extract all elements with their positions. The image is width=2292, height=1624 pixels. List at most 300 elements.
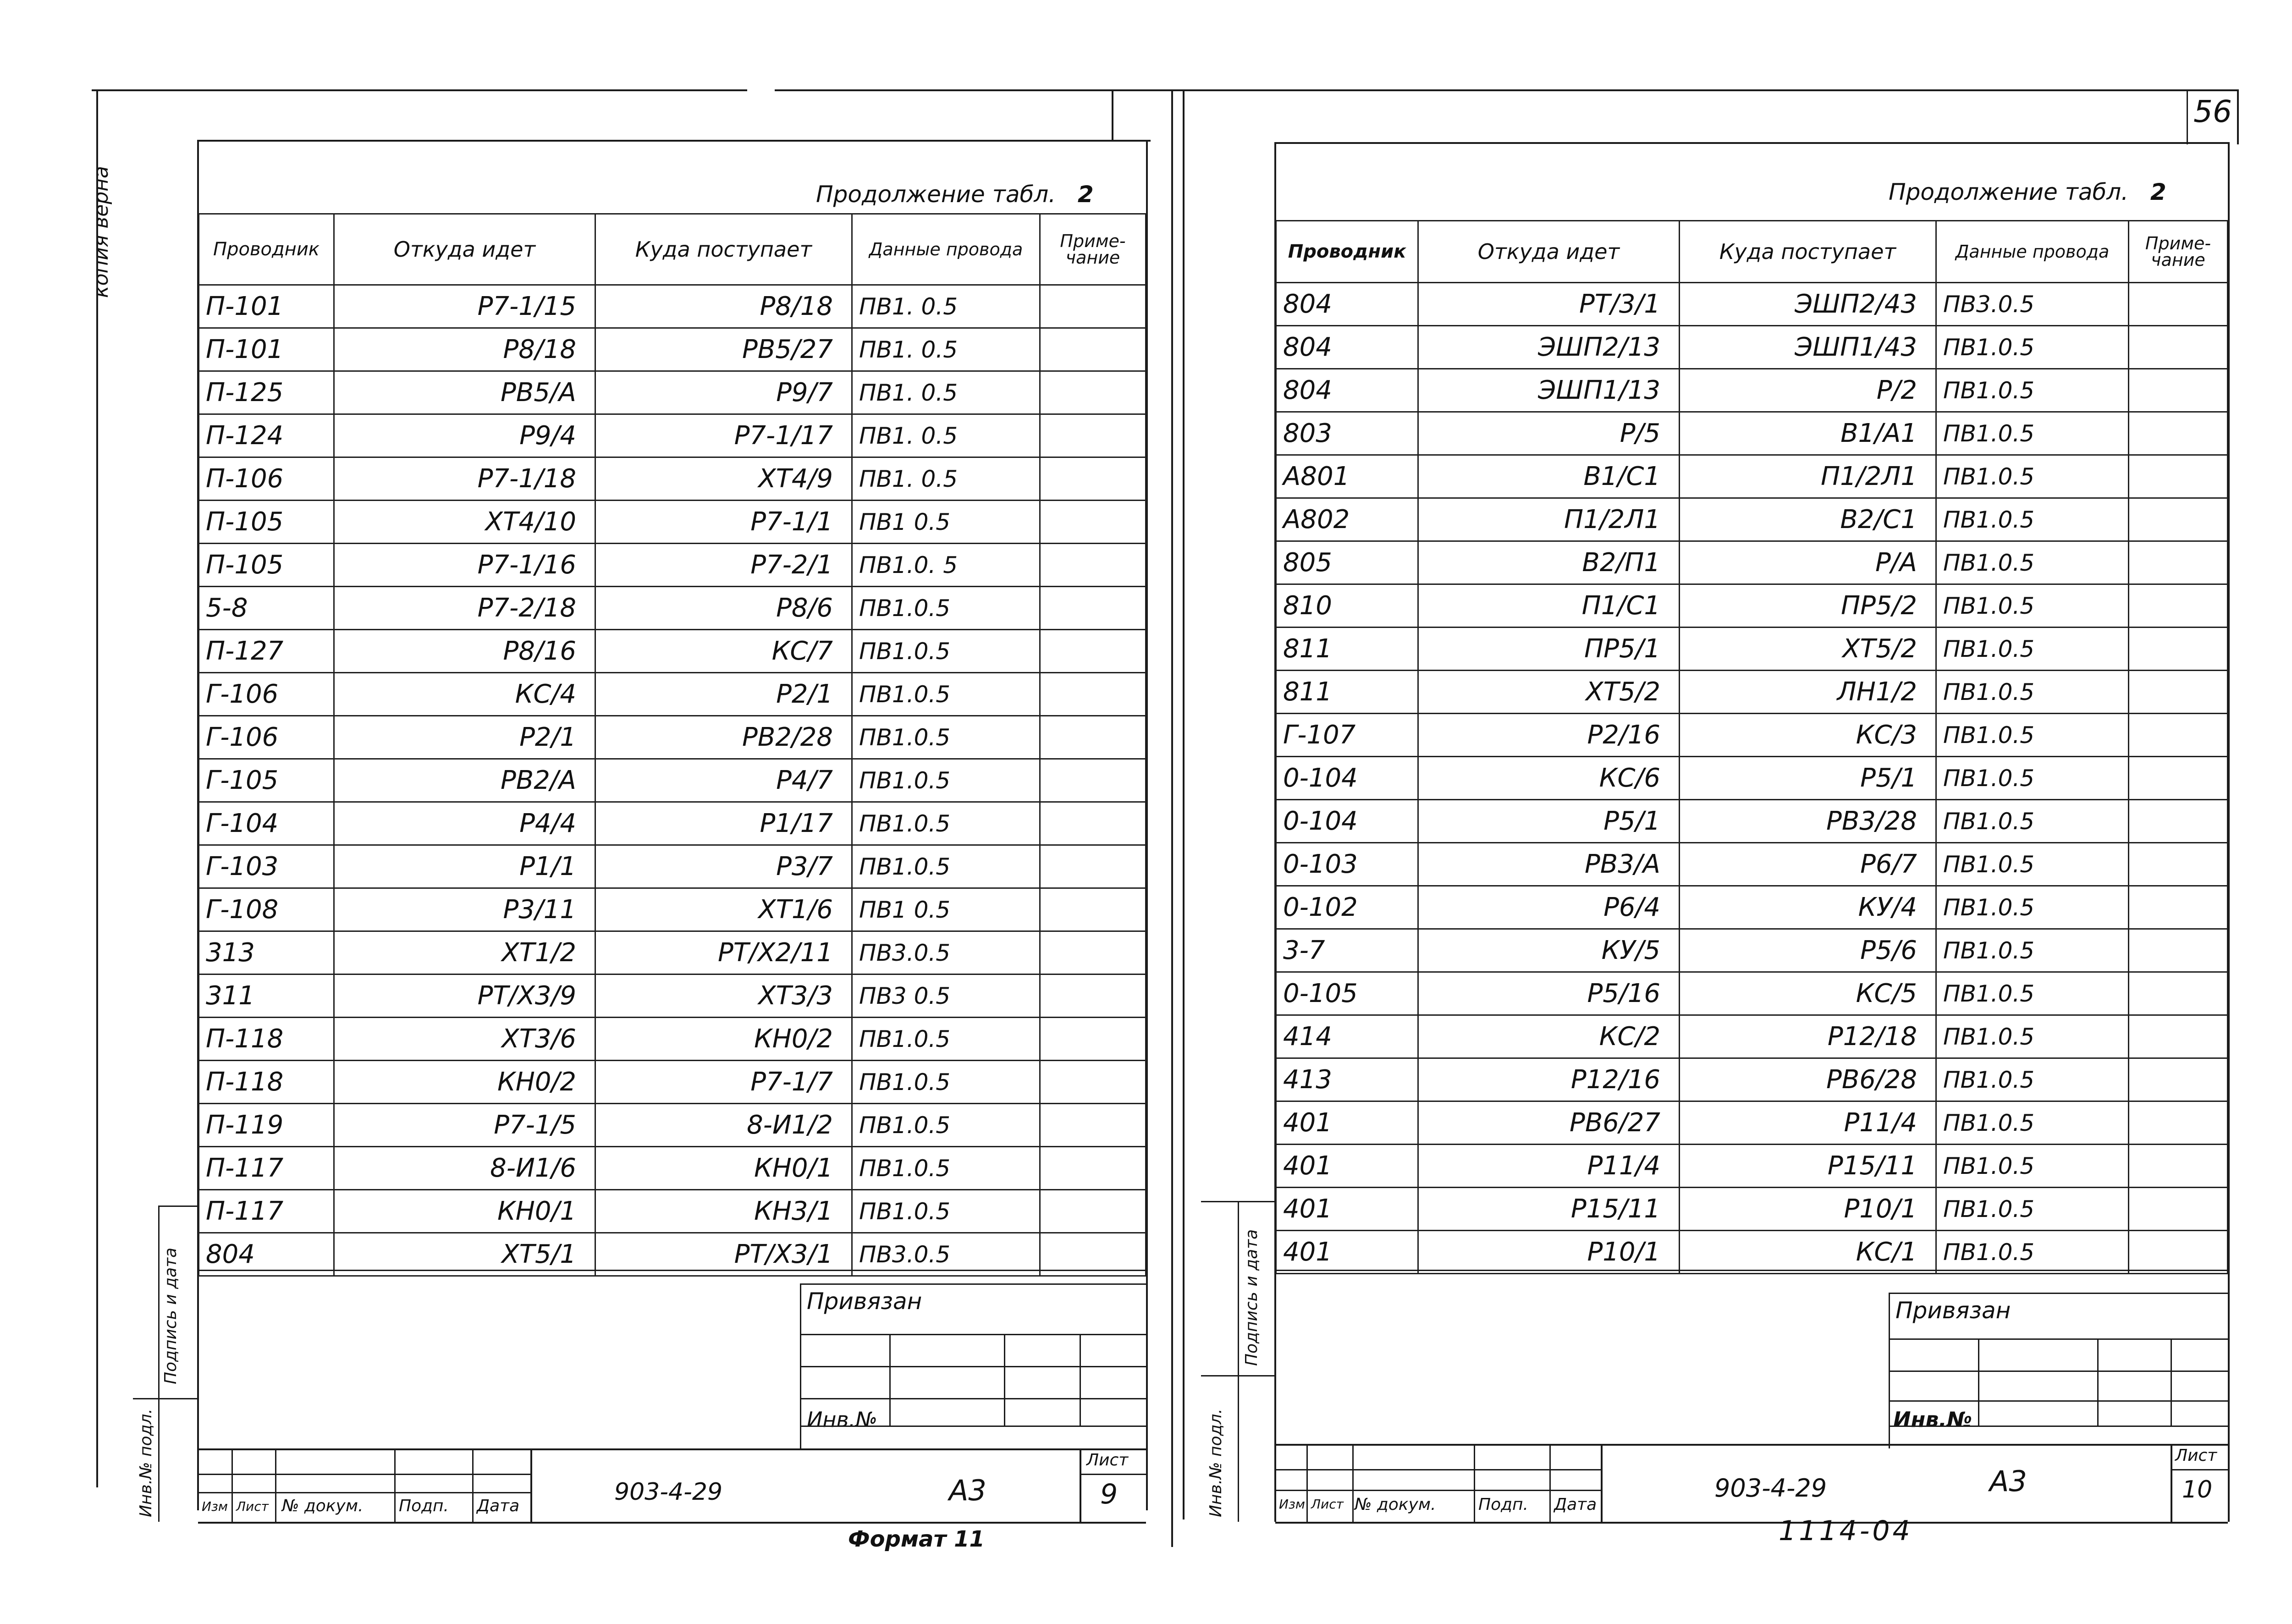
cell-wire-data: ПВ1.0.5: [1936, 886, 2129, 929]
cell-conductor: 311: [199, 974, 334, 1018]
right-stamp-c6: [2171, 1444, 2172, 1522]
cell-wire-data: ПВ1.0.5: [1936, 326, 2129, 369]
cell-wire-data: ПВ1 0.5: [852, 888, 1040, 931]
table-row: [199, 673, 1146, 716]
right-privyazan-row3: [1889, 1400, 2228, 1402]
left-stamp-col-doc: № докум.: [282, 1497, 364, 1515]
cell-to: Р8/18: [595, 285, 852, 328]
table-row: [199, 328, 1146, 371]
right-privyazan-top: [1889, 1293, 2228, 1294]
cell-from: ХТ1/2: [334, 931, 595, 974]
cell-from: РВ2/А: [334, 759, 595, 802]
right-list-label: Лист: [2175, 1446, 2217, 1465]
cell-from: Р7-1/18: [334, 457, 595, 501]
left-privyazan-row3: [800, 1398, 1146, 1399]
cell-to: Р2/1: [595, 673, 852, 716]
cell-to: РВ5/27: [595, 328, 852, 371]
left-stamp-c2: [275, 1448, 276, 1522]
left-stamp-col-sign: Подп.: [399, 1497, 449, 1515]
cell-to: ЛН1/2: [1680, 671, 1936, 714]
table-row: [199, 1147, 1146, 1190]
cell-to: Р7-1/7: [595, 1061, 852, 1104]
cell-to: Р5/1: [1680, 757, 1936, 800]
cell-note: [1040, 931, 1146, 974]
cell-from: П1/2Л1: [1418, 498, 1680, 541]
table-row: [1276, 326, 2228, 369]
cell-conductor: 805: [1276, 541, 1418, 584]
cell-note: [1040, 845, 1146, 888]
table-row: [199, 1018, 1146, 1061]
cell-to: ЭШП2/43: [1680, 283, 1936, 326]
cell-note: [1040, 1104, 1146, 1147]
left-format-code: А3: [949, 1474, 986, 1507]
cell-wire-data: ПВ1.0.5: [1936, 972, 2129, 1015]
cell-from: Р9/4: [334, 414, 595, 457]
left-side-label-inv: Инв.№ подл.: [137, 1409, 155, 1517]
cell-to: Р7-2/1: [595, 544, 852, 587]
cell-from: Р5/16: [1418, 972, 1680, 1015]
left-doc-code: 903-4-29: [614, 1478, 723, 1506]
right-frame-top: [1274, 142, 2228, 144]
cell-wire-data: ПВ1.0.5: [852, 716, 1040, 759]
table-row: [1276, 628, 2228, 671]
left-corner-box-divider: [1112, 89, 1113, 140]
cell-to: Р7-1/1: [595, 501, 852, 544]
table-row: [1276, 843, 2228, 886]
cell-wire-data: ПВ1.0.5: [1936, 800, 2129, 843]
right-doc-code: 903-4-29: [1714, 1474, 1827, 1503]
cell-note: [2129, 714, 2228, 757]
left-side-label-sign: Подпись и дата: [161, 1247, 180, 1384]
cell-conductor: П-117: [199, 1147, 334, 1190]
cell-conductor: А802: [1276, 498, 1418, 541]
cell-to: ХТ5/2: [1680, 628, 1936, 671]
cell-from: КН0/1: [334, 1190, 595, 1233]
cell-from: Р7-1/5: [334, 1104, 595, 1147]
cell-to: П1/2Л1: [1680, 455, 1936, 498]
cell-wire-data: ПВ1. 0.5: [852, 414, 1040, 457]
cell-conductor: Г-107: [1276, 714, 1418, 757]
cell-conductor: 804: [199, 1233, 334, 1276]
cell-conductor: 804: [1276, 326, 1418, 369]
cell-conductor: 0-102: [1276, 886, 1418, 929]
cell-wire-data: ПВ1. 0.5: [852, 328, 1040, 371]
cell-from: Р2/1: [334, 716, 595, 759]
cell-wire-data: ПВ1.0.5: [1936, 1188, 2129, 1231]
header-to: Куда поступает: [1680, 221, 1936, 283]
left-side-label-split: [133, 1398, 197, 1399]
left-stamp-top: [198, 1448, 1146, 1450]
cell-to: ХТ4/9: [595, 457, 852, 501]
cell-to: Р5/6: [1680, 929, 1936, 972]
cell-note: [1040, 414, 1146, 457]
right-stamp-mid2: [1275, 1490, 1601, 1491]
cell-to: КУ/4: [1680, 886, 1936, 929]
cell-conductor: П-127: [199, 630, 334, 673]
cell-from: Р2/16: [1418, 714, 1680, 757]
cell-conductor: П-118: [199, 1018, 334, 1061]
cell-conductor: 0-104: [1276, 800, 1418, 843]
cell-from: В1/С1: [1418, 455, 1680, 498]
table-row: [1276, 972, 2228, 1015]
table-row: [199, 285, 1146, 328]
cell-conductor: П-101: [199, 328, 334, 371]
cell-from: ПР5/1: [1418, 628, 1680, 671]
cell-wire-data: ПВ1.0.5: [1936, 1058, 2129, 1101]
cell-note: [1040, 759, 1146, 802]
left-lower-frame-line: [198, 1270, 1146, 1271]
cell-to: Р15/11: [1680, 1145, 1936, 1188]
cell-to: Р3/7: [595, 845, 852, 888]
table-row: [1276, 412, 2228, 455]
cell-from: РТ/3/1: [1418, 283, 1680, 326]
cell-conductor: 811: [1276, 628, 1418, 671]
cell-from: П1/С1: [1418, 584, 1680, 628]
cell-wire-data: ПВ1.0.5: [1936, 1101, 2129, 1145]
cell-conductor: П-105: [199, 501, 334, 544]
cell-wire-data: ПВ1.0.5: [852, 845, 1040, 888]
cell-note: [1040, 673, 1146, 716]
right-stamp-col-doc: № докум.: [1355, 1495, 1436, 1514]
cell-to: Р11/4: [1680, 1101, 1936, 1145]
left-outer-margin-line: [96, 89, 98, 1487]
cell-to: Р7-1/17: [595, 414, 852, 457]
right-outer-left-line: [1183, 89, 1185, 1519]
cell-note: [2129, 326, 2228, 369]
cell-conductor: 810: [1276, 584, 1418, 628]
cell-conductor: П-101: [199, 285, 334, 328]
table-row: [1276, 929, 2228, 972]
cell-conductor: П-125: [199, 371, 334, 414]
table-row: [1276, 1231, 2228, 1274]
cell-conductor: 401: [1276, 1145, 1418, 1188]
cell-from: Р10/1: [1418, 1231, 1680, 1274]
left-stamp-c5: [530, 1448, 532, 1522]
cell-conductor: 804: [1276, 283, 1418, 326]
cell-to: Р/А: [1680, 541, 1936, 584]
cell-wire-data: ПВ1.0.5: [852, 673, 1040, 716]
cell-from: РТ/Х3/9: [334, 974, 595, 1018]
cell-wire-data: ПВ1.0.5: [1936, 628, 2129, 671]
cell-note: [1040, 328, 1146, 371]
right-privyazan-col1: [1978, 1338, 1979, 1426]
header-note: Приме-чание: [2129, 221, 2228, 283]
table-row: [199, 371, 1146, 414]
cell-conductor: П-106: [199, 457, 334, 501]
left-stamp-c6: [1080, 1448, 1081, 1522]
cell-note: [2129, 1101, 2228, 1145]
cell-to: РВ6/28: [1680, 1058, 1936, 1101]
cell-to: В2/С1: [1680, 498, 1936, 541]
cell-wire-data: ПВ1.0.5: [1936, 1231, 2129, 1274]
right-privyazan-row2: [1889, 1371, 2228, 1372]
top-frame-line-left: [92, 89, 747, 91]
cell-note: [2129, 972, 2228, 1015]
right-stamp-col-izm: Изм: [1279, 1497, 1305, 1512]
cell-note: [2129, 1188, 2228, 1231]
cell-wire-data: ПВ1.0.5: [1936, 757, 2129, 800]
left-inv-no-label: Инв.№: [807, 1407, 878, 1432]
cell-wire-data: ПВ1. 0.5: [852, 371, 1040, 414]
cell-conductor: 0-103: [1276, 843, 1418, 886]
left-list-label: Лист: [1086, 1451, 1129, 1470]
cell-note: [2129, 628, 2228, 671]
cell-to: КН3/1: [595, 1190, 852, 1233]
left-sheet-number: 9: [1100, 1478, 1118, 1510]
cell-to: Р4/7: [595, 759, 852, 802]
cell-note: [2129, 671, 2228, 714]
right-privyazan-col3: [2171, 1338, 2172, 1426]
cell-note: [2129, 757, 2228, 800]
cell-from: ХТ5/2: [1418, 671, 1680, 714]
left-stamp-mid: [198, 1474, 530, 1475]
left-frame-top: [197, 140, 1151, 142]
right-stamp-col-list: Лист: [1311, 1497, 1344, 1512]
header-conductor: Проводник: [1276, 221, 1418, 283]
cell-wire-data: ПВ1. 0.5: [852, 457, 1040, 501]
cell-conductor: 413: [1276, 1058, 1418, 1101]
cell-from: ЭШП1/13: [1418, 369, 1680, 412]
spread-center-line: [1171, 89, 1173, 1547]
right-bottom-caption: 1114-04: [1779, 1515, 1913, 1547]
page-number: 56: [2193, 94, 2232, 129]
table-row: [1276, 1015, 2228, 1058]
cell-note: [1040, 285, 1146, 328]
header-conductor: Проводник: [199, 214, 334, 285]
cell-from: РВ5/А: [334, 371, 595, 414]
cell-wire-data: ПВ1.0.5: [1936, 671, 2129, 714]
right-privyazan-col2: [2097, 1338, 2099, 1426]
right-privyazan-label: Привязан: [1895, 1297, 2011, 1324]
cell-wire-data: ПВ1.0.5: [852, 630, 1040, 673]
cell-conductor: Г-106: [199, 673, 334, 716]
right-stamp-col-sign: Подп.: [1478, 1495, 1528, 1514]
cell-wire-data: ПВ1.0.5: [852, 1147, 1040, 1190]
cell-wire-data: ПВ1.0.5: [1936, 929, 2129, 972]
right-side-label-col: [1238, 1201, 1239, 1522]
cell-conductor: 811: [1276, 671, 1418, 714]
cell-to: В1/А1: [1680, 412, 1936, 455]
left-stamp-c3: [394, 1448, 396, 1522]
table-row: [199, 1190, 1146, 1233]
left-stamp-col-date: Дата: [477, 1497, 520, 1515]
cell-note: [1040, 1018, 1146, 1061]
cell-from: 8-И1/6: [334, 1147, 595, 1190]
left-wiring-table: [198, 213, 1146, 1277]
cell-wire-data: ПВ1.0.5: [1936, 584, 2129, 628]
table-row: [1276, 584, 2228, 628]
cell-conductor: 3-7: [1276, 929, 1418, 972]
cell-from: РВ6/27: [1418, 1101, 1680, 1145]
cell-to: РВ2/28: [595, 716, 852, 759]
cell-from: Р7-1/15: [334, 285, 595, 328]
cell-to: Р10/1: [1680, 1188, 1936, 1231]
right-side-label-inv: Инв.№ подл.: [1207, 1409, 1225, 1517]
right-stamp-c4: [1549, 1444, 1551, 1522]
header-from: Откуда идет: [334, 214, 595, 285]
right-continuation-label: Продолжение табл. 2: [1889, 179, 2166, 205]
cell-to: РТ/Х3/1: [595, 1233, 852, 1276]
left-privyazan-col1: [889, 1334, 891, 1426]
right-stamp-col-date: Дата: [1554, 1495, 1597, 1514]
cell-from: ХТ4/10: [334, 501, 595, 544]
table-row: [1276, 757, 2228, 800]
cell-note: [1040, 587, 1146, 630]
table-row: [1276, 800, 2228, 843]
cell-conductor: Г-108: [199, 888, 334, 931]
cell-conductor: 803: [1276, 412, 1418, 455]
left-stamp-col-izm: Изм: [202, 1499, 228, 1514]
right-format-code: А3: [1989, 1464, 2027, 1498]
table-row: [199, 802, 1146, 845]
cell-wire-data: ПВ3.0.5: [1936, 283, 2129, 326]
cell-note: [2129, 541, 2228, 584]
right-stamp-c2: [1352, 1444, 1354, 1522]
cell-conductor: П-119: [199, 1104, 334, 1147]
cell-note: [1040, 802, 1146, 845]
cell-wire-data: ПВ1.0. 5: [852, 544, 1040, 587]
cell-note: [1040, 501, 1146, 544]
cell-conductor: 401: [1276, 1188, 1418, 1231]
cell-to: РТ/Х2/11: [595, 931, 852, 974]
right-sheet-number: 10: [2182, 1476, 2213, 1503]
right-stamp-c1: [1306, 1444, 1308, 1522]
table-row: [1276, 671, 2228, 714]
cell-from: Р7-2/18: [334, 587, 595, 630]
cell-conductor: Г-103: [199, 845, 334, 888]
right-side-label-sign: Подпись и дата: [1242, 1229, 1261, 1366]
cell-note: [1040, 630, 1146, 673]
left-privyazan-row2: [800, 1366, 1146, 1367]
left-continuation-label: Продолжение табл. 2: [816, 181, 1094, 208]
cell-to: КС/5: [1680, 972, 1936, 1015]
cell-note: [1040, 1061, 1146, 1104]
left-side-label-top: [158, 1206, 197, 1207]
table-row: [1276, 283, 2228, 326]
header-note: Приме-чание: [1040, 214, 1146, 285]
cell-to: Р8/6: [595, 587, 852, 630]
table-row: [1276, 369, 2228, 412]
cell-note: [2129, 412, 2228, 455]
cell-wire-data: ПВ1.0.5: [1936, 714, 2129, 757]
right-privyazan-bottom: [1889, 1426, 2228, 1427]
cell-note: [2129, 283, 2228, 326]
cell-to: 8-И1/2: [595, 1104, 852, 1147]
left-privyazan-bottom: [800, 1426, 1146, 1427]
cell-wire-data: ПВ1.0.5: [852, 1061, 1040, 1104]
table-row: [199, 1061, 1146, 1104]
cell-to: КС/3: [1680, 714, 1936, 757]
header-wire-data: Данные провода: [852, 214, 1040, 285]
cell-from: Р15/11: [1418, 1188, 1680, 1231]
cell-conductor: 401: [1276, 1101, 1418, 1145]
cell-from: Р4/4: [334, 802, 595, 845]
cell-from: Р7-1/16: [334, 544, 595, 587]
cell-wire-data: ПВ1.0.5: [852, 1190, 1040, 1233]
cell-wire-data: ПВ1. 0.5: [852, 285, 1040, 328]
cell-to: Р/2: [1680, 369, 1936, 412]
table-row: [199, 630, 1146, 673]
cell-wire-data: ПВ3.0.5: [852, 931, 1040, 974]
cell-from: Р12/16: [1418, 1058, 1680, 1101]
cell-from: КУ/5: [1418, 929, 1680, 972]
cell-to: КН0/2: [595, 1018, 852, 1061]
table-row: [1276, 1101, 2228, 1145]
cell-conductor: 401: [1276, 1231, 1418, 1274]
cell-wire-data: ПВ1.0.5: [1936, 369, 2129, 412]
cell-from: Р3/11: [334, 888, 595, 931]
cell-note: [2129, 929, 2228, 972]
right-sheet-no-divider: [2171, 1469, 2228, 1470]
left-sheet-no-divider: [1080, 1474, 1146, 1475]
cell-wire-data: ПВ1.0.5: [1936, 541, 2129, 584]
cell-conductor: Г-106: [199, 716, 334, 759]
table-row: [1276, 886, 2228, 929]
left-privyazan-row1: [800, 1334, 1146, 1335]
cell-wire-data: ПВ1.0.5: [852, 759, 1040, 802]
cell-note: [1040, 544, 1146, 587]
table-header-row: [1276, 221, 2228, 283]
top-frame-line-right: [775, 89, 2237, 91]
cell-note: [1040, 457, 1146, 501]
cell-note: [2129, 1145, 2228, 1188]
cell-wire-data: ПВ1.0.5: [1936, 843, 2129, 886]
cell-note: [2129, 455, 2228, 498]
cell-note: [2129, 498, 2228, 541]
cell-to: КС/1: [1680, 1231, 1936, 1274]
cell-to: РВ3/28: [1680, 800, 1936, 843]
cell-wire-data: ПВ1.0.5: [1936, 1145, 2129, 1188]
table-row: [1276, 541, 2228, 584]
cell-wire-data: ПВ3.0.5: [852, 1233, 1040, 1276]
right-side-label-split: [1201, 1375, 1274, 1376]
cell-from: КС/4: [334, 673, 595, 716]
cell-from: Р11/4: [1418, 1145, 1680, 1188]
cell-from: Р8/18: [334, 328, 595, 371]
cell-conductor: П-105: [199, 544, 334, 587]
cell-conductor: А801: [1276, 455, 1418, 498]
right-privyazan-row1: [1889, 1338, 2228, 1340]
table-row: [199, 587, 1146, 630]
cell-note: [1040, 888, 1146, 931]
cell-conductor: 0-104: [1276, 757, 1418, 800]
cell-to: КН0/1: [595, 1147, 852, 1190]
cell-to: Р6/7: [1680, 843, 1936, 886]
cell-conductor: Г-104: [199, 802, 334, 845]
cell-conductor: П-117: [199, 1190, 334, 1233]
cell-wire-data: ПВ1.0.5: [852, 587, 1040, 630]
cell-to: ПР5/2: [1680, 584, 1936, 628]
cell-conductor: 313: [199, 931, 334, 974]
cell-from: Р8/16: [334, 630, 595, 673]
cell-from: ЭШП2/13: [1418, 326, 1680, 369]
cell-wire-data: ПВ1.0.5: [1936, 498, 2129, 541]
table-row: [1276, 1188, 2228, 1231]
left-stamp-col-list: Лист: [236, 1499, 269, 1514]
table-row: [199, 716, 1146, 759]
cell-from: Р5/1: [1418, 800, 1680, 843]
table-row: [199, 931, 1146, 974]
cell-wire-data: ПВ1.0.5: [852, 802, 1040, 845]
cell-from: Р1/1: [334, 845, 595, 888]
cell-note: [1040, 974, 1146, 1018]
cell-note: [1040, 1147, 1146, 1190]
header-wire-data: Данные провода: [1936, 221, 2129, 283]
table-row: [199, 501, 1146, 544]
cell-wire-data: ПВ3 0.5: [852, 974, 1040, 1018]
cell-from: Р/5: [1418, 412, 1680, 455]
cell-from: КС/6: [1418, 757, 1680, 800]
